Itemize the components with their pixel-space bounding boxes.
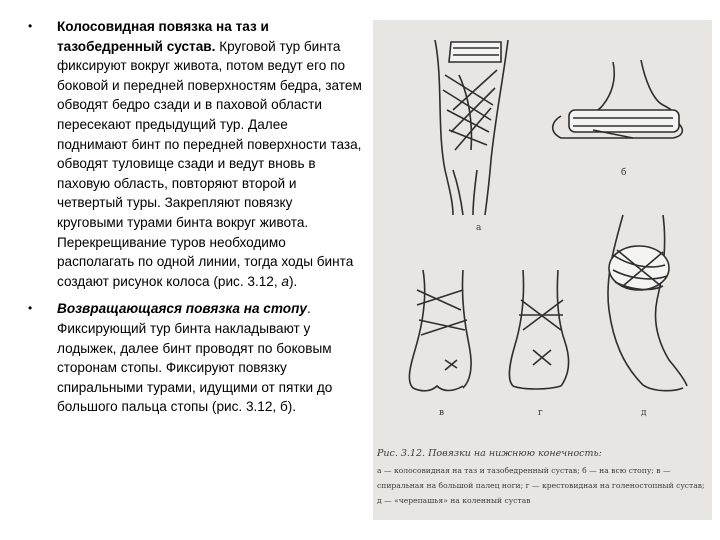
figure-caption-line-3: д — «черепашья» на коленный сустав bbox=[377, 496, 531, 505]
figure-label-b: б bbox=[621, 168, 627, 178]
figure-reference-letter: а bbox=[281, 273, 289, 289]
bullet-marker: • bbox=[28, 19, 33, 33]
bandage-title-spica-pelvis: Колосовидная повязка на таз и тазобедренный сустав. bbox=[57, 19, 269, 54]
bandage-illustration bbox=[373, 20, 712, 520]
drawing-toe-spiral bbox=[409, 270, 471, 391]
bullet-item-pelvis-bandage bbox=[22, 17, 362, 291]
bandage-description-recurrent-foot: . Фиксирующий тур бинта накладывают у лодыжек, далее бинт проводят по боковым сторонам стопы. Фиксируют повязку спиральными турами, идущими от пятки до большого пальца стопы (рис. 3.12, б). bbox=[57, 301, 333, 415]
figure-caption-line-2: спиральная на большой палец ноги; г — крестовидная на голеностопный сустав; bbox=[377, 481, 705, 490]
figure-label-d: д bbox=[641, 408, 647, 418]
figure-label-g: г bbox=[538, 408, 543, 418]
figure-label-a: а bbox=[476, 223, 482, 233]
figure-label-v: в bbox=[439, 408, 445, 418]
bullet-marker: • bbox=[28, 301, 33, 316]
text-column bbox=[22, 17, 362, 417]
drawing-hip-spica bbox=[435, 40, 508, 215]
figure-panel bbox=[373, 20, 712, 520]
bullet-item-foot-bandage bbox=[22, 299, 362, 417]
figure-reference-close: ). bbox=[288, 273, 298, 289]
figure-caption-title: Рис. 3.12. Повязки на нижнюю конечность: bbox=[377, 448, 602, 459]
bandage-description-spica-pelvis: Круговой тур бинта фиксируют вокруг живота, потом ведут его по боковой и передней поверхностям бедра, затем обводят бедро сзади и в паховой области пересекают предыдущий тур. Далее поднимают бинт по передней поверхности таза, обводят туловище сзади и ведут вновь в паховую область, повторяют второй и четвертый туры. Закрепляют повязку круговыми турами бинта вокруг живота. Перекрещивание туров необходимо располагать по одной линии, тогда ходы бинта создают рисунок колоса (рис. 3.12, bbox=[57, 38, 362, 289]
bandage-title-recurrent-foot: Возвращающаяся повязка на стопу bbox=[57, 301, 307, 317]
figure-caption-line-1: а — колосовидная на таз и тазобедренный сустав; б — на всю стопу; в — bbox=[377, 466, 671, 475]
drawing-ankle-cross bbox=[509, 270, 568, 389]
drawing-knee-tortoise bbox=[608, 215, 687, 391]
drawing-foot-bandage bbox=[553, 60, 683, 138]
